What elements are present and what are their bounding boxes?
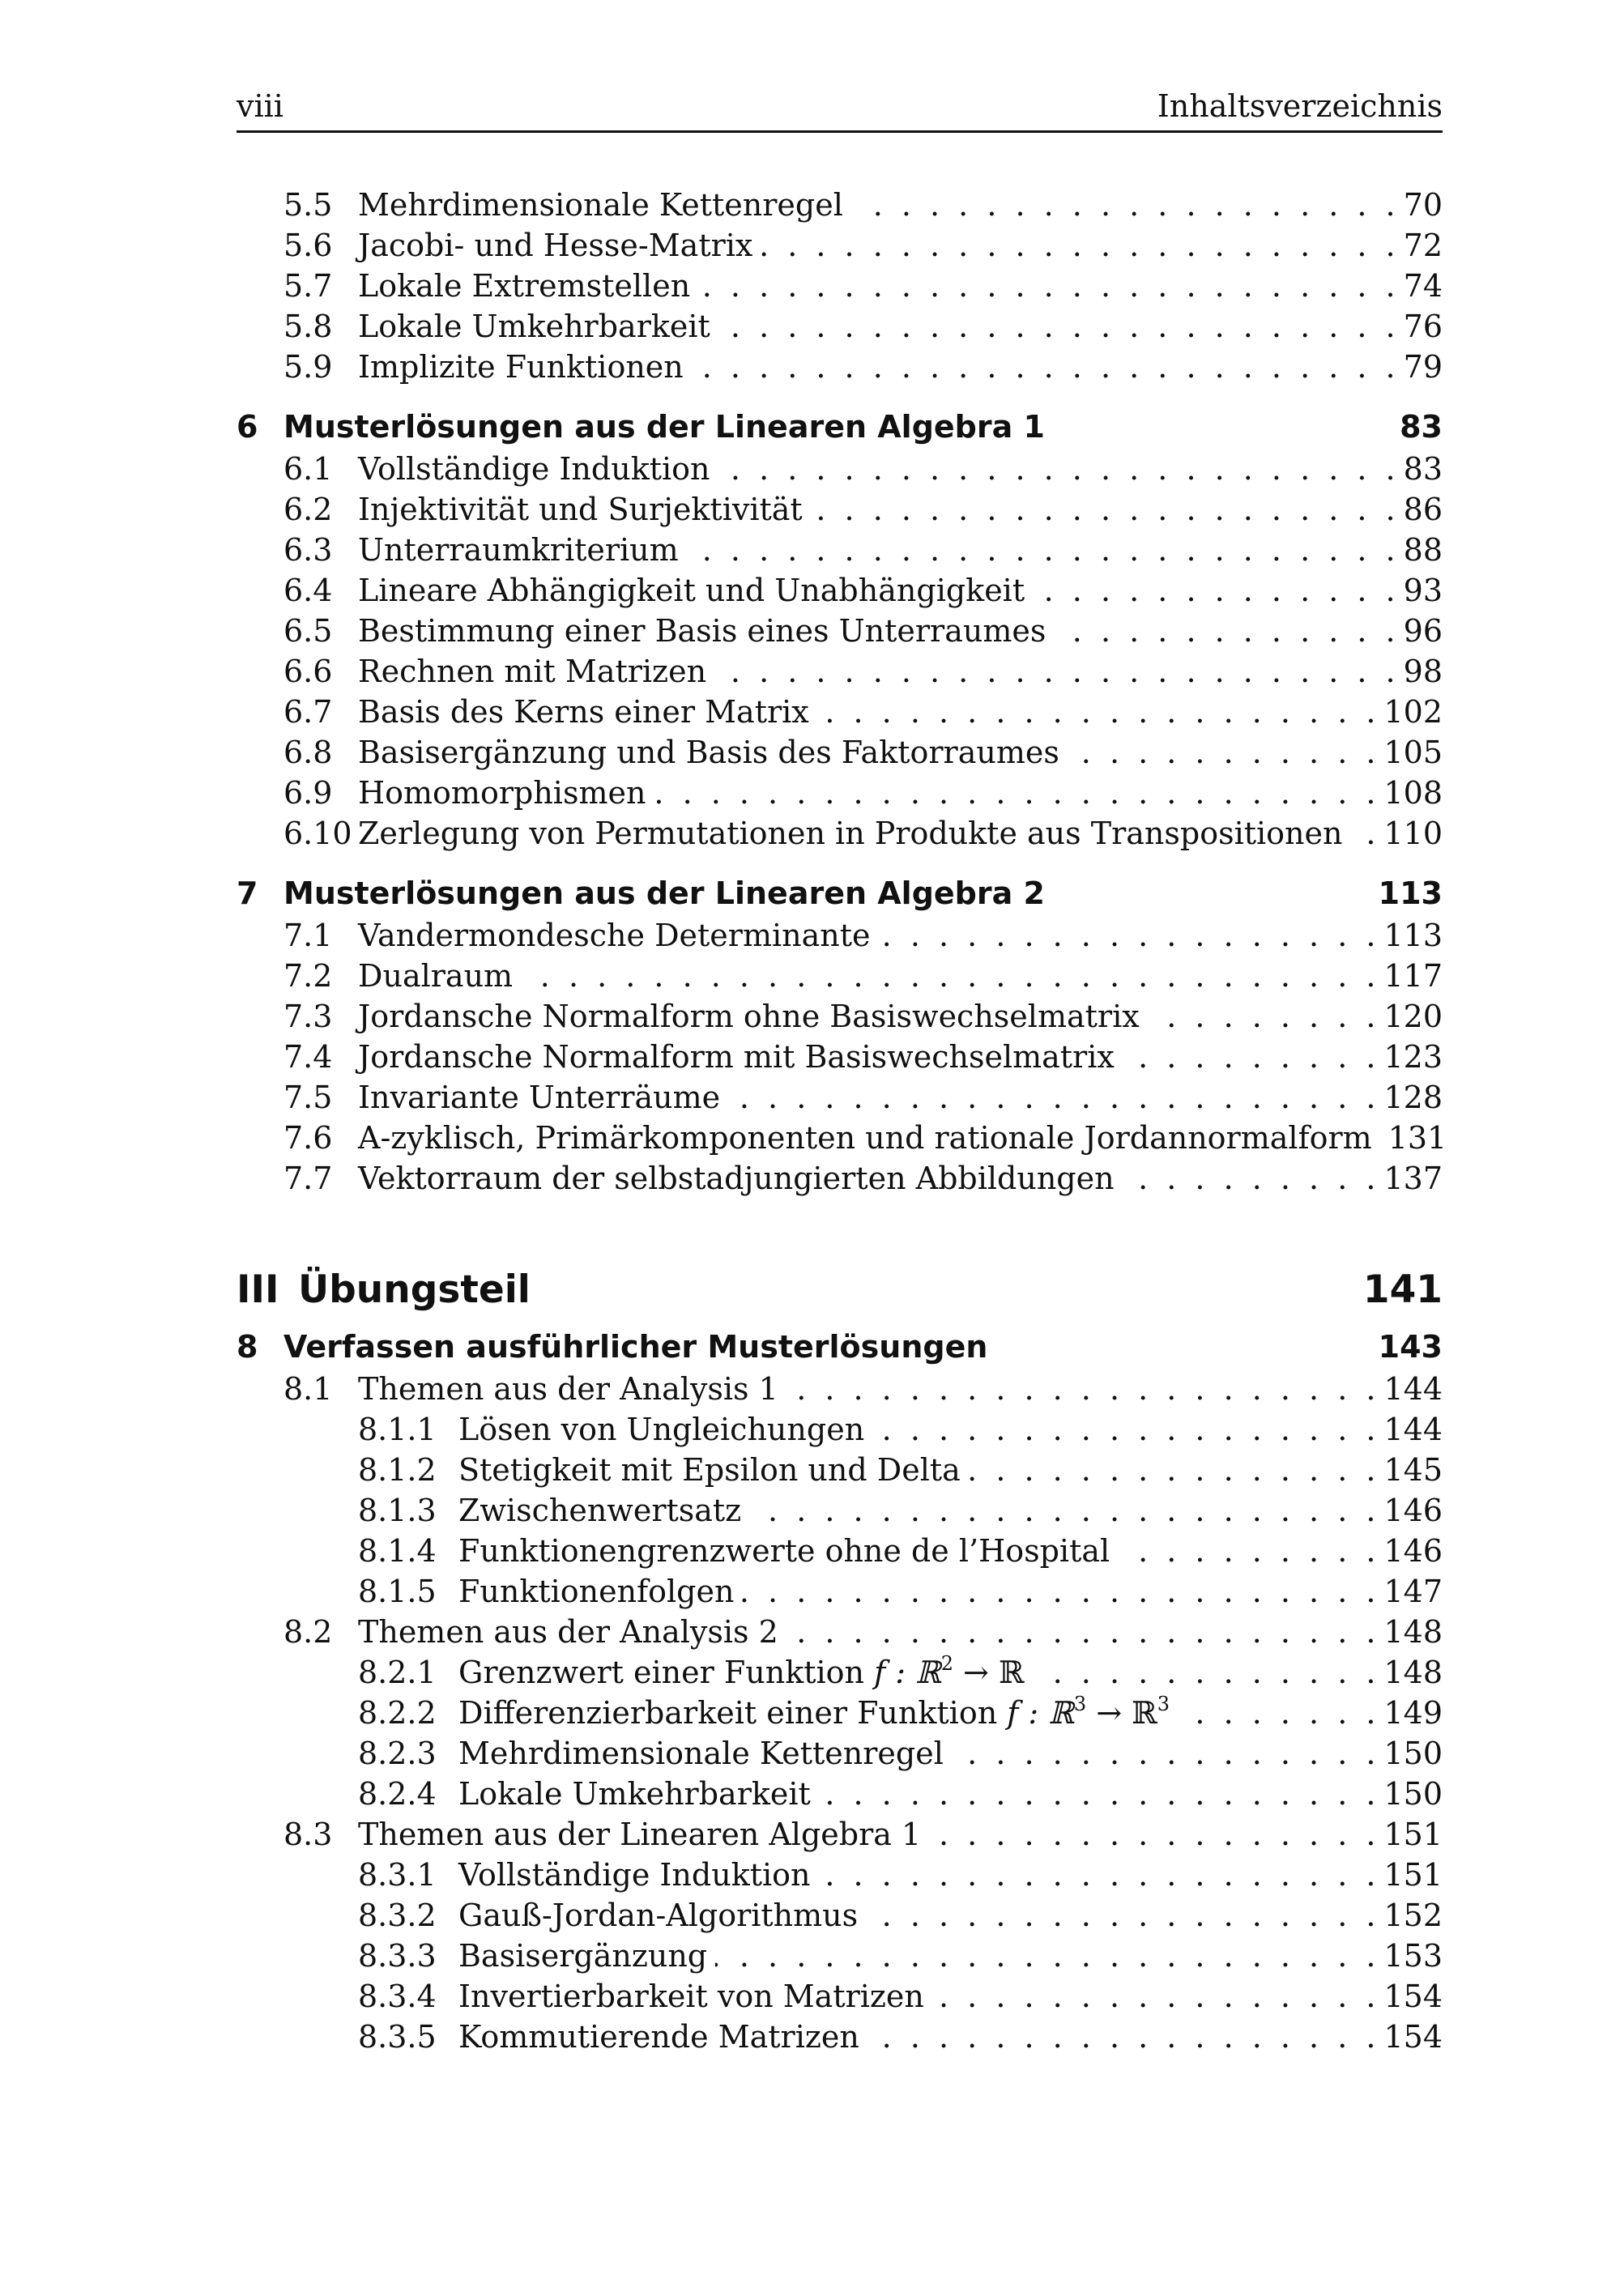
entry-title: Kommutierende Matrizen (458, 2019, 859, 2055)
section-group (237, 185, 1443, 387)
part-page: 141 (1362, 1267, 1443, 1312)
page-number: 154 (1383, 2019, 1443, 2055)
toc-section[interactable] (237, 651, 1443, 692)
dot-leader (817, 692, 1376, 732)
entry-number: 8.1.3 (358, 1493, 437, 1528)
entry-title: Vollständige Induktion (358, 451, 710, 487)
toc-section[interactable] (237, 266, 1443, 306)
entry-title: Rechnen mit Matrizen (358, 654, 707, 689)
page-number: 105 (1383, 735, 1443, 770)
dot-leader (728, 1077, 1375, 1118)
page-number: 83 (1403, 451, 1443, 487)
dot-leader (1118, 1531, 1375, 1571)
section-group (237, 915, 1447, 1199)
entry-number: 5.5 (283, 187, 333, 223)
part-title: Übungsteil (298, 1267, 531, 1312)
chapter-page: 143 (1378, 1329, 1443, 1365)
entry-number: 6.6 (283, 654, 333, 689)
entry-title: Invariante Unterräume (358, 1080, 721, 1115)
page-number: 131 (1387, 1120, 1447, 1156)
dot-leader (714, 651, 1396, 692)
toc-subsection[interactable]: 8.2.4 Lokale Umkehrbarkeit . . . 150 (237, 1774, 1443, 1814)
page-number: 154 (1383, 1979, 1443, 2014)
toc-section[interactable] (237, 813, 1443, 854)
dot-leader (692, 347, 1396, 387)
running-title: Inhaltsverzeichnis (1157, 88, 1443, 124)
toc-subsection[interactable] (237, 1895, 1443, 1936)
toc-subsection[interactable]: 8.2.2 Differenzierbarkeit einer Funktion f : ℝ$^3$ → ℝ$^3$ . . . 149 (237, 1693, 1443, 1733)
entry-title: Lösen von Ungleichungen (458, 1412, 865, 1447)
entry-number: 5.9 (283, 349, 333, 385)
toc-subsection[interactable] (237, 1409, 1443, 1450)
dot-leader (879, 915, 1376, 956)
page-number: 120 (1383, 999, 1443, 1034)
toc-section-8-2[interactable]: 8.2 Themen aus der Analysis 2 . . . 148 (237, 1612, 1443, 1652)
dot-leader (718, 449, 1396, 489)
toc-section[interactable] (237, 915, 1443, 956)
dot-leader (969, 1450, 1376, 1490)
entry-number: 5.6 (283, 228, 333, 263)
toc-section[interactable] (237, 692, 1443, 732)
toc-section[interactable] (237, 449, 1443, 489)
toc-subsection[interactable] (237, 1450, 1443, 1490)
page-number: 70 (1403, 187, 1443, 223)
entry-title: Invertierbarkeit von Matrizen (458, 1979, 924, 2014)
page-number: 137 (1383, 1161, 1443, 1196)
entry-number: 6.2 (283, 492, 333, 527)
dot-leader (1054, 611, 1395, 651)
entry-number: 6.1 (283, 451, 333, 487)
chapter-title: Musterlösungen aus der Linearen Algebra 2 (283, 875, 1045, 911)
entry-title: Basisergänzung (458, 1938, 708, 1974)
entry-title: Vollständige Induktion (458, 1857, 811, 1893)
page-number: 146 (1383, 1533, 1443, 1569)
entry-number: 8.1.4 (358, 1533, 437, 1569)
toc-section[interactable] (237, 956, 1443, 996)
dot-leader (932, 1976, 1376, 2017)
chapter-title: Verfassen ausführlicher Musterlösungen (283, 1329, 988, 1365)
page-number: 153 (1383, 1938, 1443, 1974)
page-number: 108 (1383, 775, 1443, 811)
entry-title: Mehrdimensionale Kettenregel (358, 187, 843, 223)
toc-chapter-8[interactable]: 8 Verfassen ausführlicher Musterlösungen 143 (237, 1325, 1443, 1369)
toc-subsection[interactable] (237, 2017, 1443, 2057)
dot-leader (1068, 732, 1376, 773)
entry-number: 6.3 (283, 532, 333, 568)
toc-subsection[interactable] (237, 1531, 1443, 1571)
page-number: 144 (1383, 1412, 1443, 1447)
toc-section[interactable] (237, 1077, 1443, 1118)
entry-title: Zerlegung von Permutationen in Produkte aus Transpositionen (358, 816, 1343, 851)
entry-title: Homomorphismen (358, 775, 646, 811)
page-number: 102 (1383, 694, 1443, 730)
entry-title: Lokale Extremstellen (358, 268, 691, 304)
page-number: 123 (1383, 1039, 1443, 1075)
dot-leader (811, 489, 1396, 530)
dot-leader (1123, 1037, 1376, 1077)
page-number: 146 (1383, 1493, 1443, 1528)
entry-title: Injektivität und Surjektivität (358, 492, 803, 527)
entry-title: Jordansche Normalform ohne Basiswechselmatrix (358, 999, 1140, 1034)
entry-number: 6.9 (283, 775, 333, 811)
entry-title: A-zyklisch, Primärkomponenten und rationale Jordannormalform (358, 1120, 1372, 1156)
entry-number: 7.2 (283, 958, 333, 994)
entry-title: Vektorraum der selbstadjungierten Abbildungen (358, 1161, 1115, 1196)
entry-number: 7.4 (283, 1039, 333, 1075)
toc-section[interactable] (237, 489, 1443, 530)
entry-number: 7.3 (283, 999, 333, 1034)
page-number: 72 (1403, 228, 1443, 263)
entry-number: 8.3.2 (358, 1898, 437, 1933)
entry-title: Bestimmung einer Basis eines Unterraumes (358, 613, 1046, 649)
dot-leader (1148, 996, 1376, 1037)
entry-number: 6.5 (283, 613, 333, 649)
entry-title: Vandermondesche Determinante (358, 918, 871, 953)
dot-leader (1033, 570, 1396, 611)
entry-title: Stetigkeit mit Epsilon und Delta (458, 1452, 961, 1488)
toc-section[interactable] (237, 1158, 1443, 1199)
page-number: 145 (1383, 1452, 1443, 1488)
entry-title: Implizite Funktionen (358, 349, 684, 385)
entry-number: 7.7 (283, 1161, 333, 1196)
dot-leader (866, 1895, 1375, 1936)
dot-leader (1350, 813, 1375, 854)
dot-leader (742, 1571, 1375, 1612)
dot-leader (819, 1855, 1376, 1895)
toc-section[interactable] (237, 732, 1443, 773)
subsection-group (237, 1855, 1443, 2057)
toc-section[interactable] (237, 996, 1443, 1037)
dot-leader (761, 225, 1395, 266)
toc-subsection[interactable] (237, 1976, 1443, 2017)
toc-section[interactable] (237, 570, 1443, 611)
toc-section[interactable] (237, 611, 1443, 651)
dot-leader (867, 2017, 1376, 2057)
page-number: 98 (1403, 654, 1443, 689)
toc-subsection[interactable]: 8.2.1 Grenzwert einer Funktion f : ℝ$^2$ → ℝ . . . 148 (237, 1652, 1443, 1693)
toc-section[interactable] (237, 347, 1443, 387)
entry-number: 8.3.4 (358, 1979, 437, 2014)
entry-title: Jacobi- und Hesse-Matrix (358, 228, 753, 263)
page-number: 113 (1383, 918, 1443, 953)
dot-leader (851, 185, 1396, 225)
page-number: 147 (1383, 1574, 1443, 1609)
dot-leader (1123, 1158, 1376, 1199)
toc-section[interactable] (237, 306, 1443, 347)
entry-number: 7.5 (283, 1080, 333, 1115)
page-number: 74 (1403, 268, 1443, 304)
page-number: 128 (1383, 1080, 1443, 1115)
page-number: 88 (1403, 532, 1443, 568)
table-of-contents (237, 185, 1447, 2057)
dot-leader (749, 1490, 1375, 1531)
dot-leader (718, 306, 1396, 347)
toc-chapter-7[interactable]: 7 Musterlösungen aus der Linearen Algebra 2 113 (237, 871, 1443, 915)
toc-subsection[interactable] (237, 1490, 1443, 1531)
page-number: 151 (1383, 1857, 1443, 1893)
entry-number: 8.1.5 (358, 1574, 437, 1609)
page-number: 79 (1403, 349, 1443, 385)
page-number: 96 (1403, 613, 1443, 649)
entry-number: 6.8 (283, 735, 333, 770)
chapter-page: 113 (1378, 875, 1443, 911)
page-number: 76 (1403, 309, 1443, 344)
entry-number: 8.3.5 (358, 2019, 437, 2055)
entry-number: 6.7 (283, 694, 333, 730)
toc-section-8-3[interactable]: 8.3 Themen aus der Linearen Algebra 1 . . . 151 (237, 1814, 1443, 1855)
entry-title: Zwischenwertsatz (458, 1493, 742, 1528)
toc-section[interactable] (237, 185, 1443, 225)
toc-section[interactable] (237, 773, 1443, 813)
toc-chapter-6[interactable]: 6 Musterlösungen aus der Linearen Algebra 1 83 (237, 405, 1443, 449)
page-number: 110 (1383, 816, 1443, 851)
entry-number: 6.10 (283, 816, 352, 851)
page-number: viii (237, 88, 283, 124)
entry-number: 5.8 (283, 309, 333, 344)
entry-title: Unterraumkriterium (358, 532, 679, 568)
section-group (237, 449, 1443, 854)
entry-number: 8.1.2 (358, 1452, 437, 1488)
page-number: 117 (1383, 958, 1443, 994)
dot-leader (687, 530, 1396, 570)
entry-title: Gauß-Jordan-Algorithmus (458, 1898, 859, 1933)
entry-number: 6.4 (283, 573, 333, 608)
entry-title: Funktionengrenzwerte ohne de l’Hospital (458, 1533, 1110, 1569)
chapter-title: Musterlösungen aus der Linearen Algebra 1 (283, 409, 1045, 445)
entry-title: Jordansche Normalform mit Basiswechselmatrix (358, 1039, 1115, 1075)
page-header (237, 85, 1443, 133)
toc-subsection[interactable] (237, 1936, 1443, 1976)
toc-section[interactable] (237, 1118, 1447, 1158)
entry-number: 5.7 (283, 268, 333, 304)
page-number: 93 (1403, 573, 1443, 608)
toc-section-8-1[interactable]: 8.1 Themen aus der Analysis 1 . . . 144 (237, 1369, 1443, 1409)
dot-leader (698, 266, 1395, 306)
dot-leader (872, 1409, 1375, 1450)
page-number: 152 (1383, 1898, 1443, 1933)
toc-section[interactable] (237, 1037, 1443, 1077)
chapter-page: 83 (1400, 409, 1443, 445)
page-number: 86 (1403, 492, 1443, 527)
toc-section[interactable] (237, 225, 1443, 266)
subsection-title: Differenzierbarkeit einer Funktion f : ℝ$^3$ → ℝ$^3$ (458, 1693, 1170, 1731)
entry-title: Lineare Abhängigkeit und Unabhängigkeit (358, 573, 1025, 608)
toc-subsection[interactable] (237, 1855, 1443, 1895)
entry-number: 7.1 (283, 918, 333, 953)
entry-title: Lokale Umkehrbarkeit (358, 309, 710, 344)
entry-title: Basis des Kerns einer Matrix (358, 694, 809, 730)
entry-number: 8.3.1 (358, 1857, 437, 1893)
dot-leader (654, 773, 1375, 813)
dot-leader (715, 1936, 1375, 1976)
entry-title: Funktionenfolgen (458, 1574, 735, 1609)
toc-subsection[interactable]: 8.2.3 Mehrdimensionale Kettenregel . . . 150 (237, 1733, 1443, 1774)
entry-number: 8.1.1 (358, 1412, 437, 1447)
dot-leader (521, 956, 1375, 996)
entry-title: Basisergänzung und Basis des Faktorraumes (358, 735, 1059, 770)
entry-number: 8.3.3 (358, 1938, 437, 1974)
subsection-group (237, 1409, 1443, 1612)
toc-section[interactable] (237, 530, 1443, 570)
toc-part-3[interactable]: III Übungsteil 141 (237, 1262, 1443, 1318)
subsection-title: Grenzwert einer Funktion f : ℝ$^2$ → ℝ (458, 1652, 1025, 1690)
entry-title: Dualraum (358, 958, 514, 994)
entry-number: 7.6 (283, 1120, 333, 1156)
toc-subsection[interactable] (237, 1571, 1443, 1612)
